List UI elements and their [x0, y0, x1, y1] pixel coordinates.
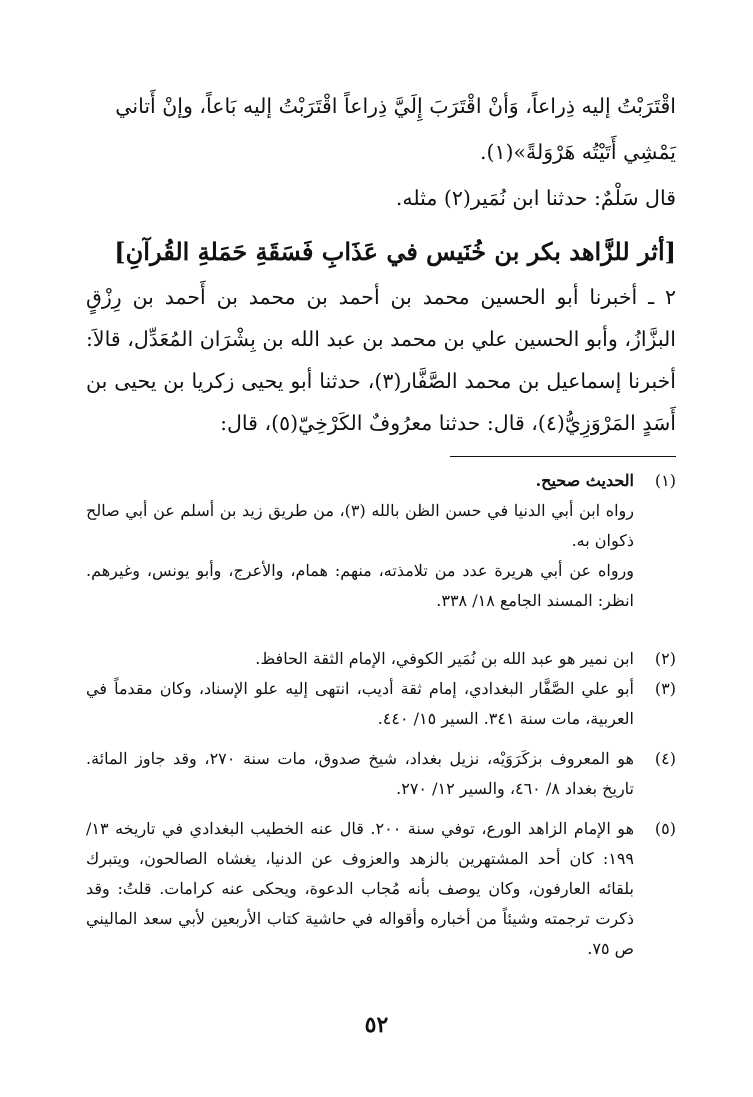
footnote-text: ورواه عن أبي هريرة عدد من تلامذته، منهم: همام، والأعرج، وأبو يونس، وغيرهم. انظر: المسند الجامع ١٨/ ٣٣٨. [86, 561, 634, 610]
footnote-text: رواه ابن أبي الدنيا في حسن الظن بالله (٣)، من طريق زيد بن أسلم عن أبي صالح ذكوان به. [86, 501, 634, 550]
footnote-5 [86, 814, 676, 964]
footnote-separator [450, 456, 676, 457]
main-text-line-1: اقْتَرَبْتُ إليه ذِراعاً، وَأنْ اقْتَرَبَ إِلَيَّ ذِراعاً اقْتَرَبْتُ إليه بَاعاً، وإنْ أَتاني [115, 94, 676, 118]
main-text-line-3: قال سَلْمٌ: حدثنا ابن نُمَير(٢) مثله. [395, 186, 676, 210]
footnote-text: هو الإمام الزاهد الورع، توفي سنة ٢٠٠. قال عنه الخطيب البغدادي في تاريخه ١٣/ ١٩٩: كان أحد المشتهرين بالزهد والعزوف عن الدنيا، يغشاه الصالحون، ويتبرك بلقائه العارفون، وكان يوصف بأنه مُجاب الدعوة، ويحكى عنه كرامات. قلتُ: وقد ذكرت ترجمته وشيئاً من أخباره وأقواله في حاشية كتاب الأربعين لأبي سعد الماليني ص ٧٥. [86, 819, 635, 958]
section-heading: [أثر للزَّاهد بكر بن خُنَيس في عَذَابِ فَسَقَةِ حَمَلةِ القُرآنِ] [114, 237, 676, 266]
footnote-number: (٥) [654, 819, 676, 838]
footnote-2 [86, 644, 676, 674]
footnote-text: أبو علي الصَّفَّار البغدادي، إمام ثقة أديب، انتهى إليه علو الإسناد، وكان مقدماً في العربية، مات سنة ٣٤١. السير ١٥/ ٤٤٠. [86, 679, 634, 728]
footnote-number: (٤) [654, 749, 676, 768]
footnote-number: (٢) [654, 649, 676, 668]
footnote-4 [86, 744, 676, 804]
footnote-3 [86, 674, 676, 734]
page-number: ٥٢ [364, 1012, 389, 1038]
footnote-text: هو المعروف بزكَرَوَيْه، نزيل بغداد، شيخ صدوق، مات سنة ٢٧٠، وقد جاوز المائة. تاريخ بغداد ٨/ ٤٦٠، والسير ١٢/ ٢٧٠. [86, 749, 634, 798]
footnote-number: (١) [654, 471, 676, 490]
footnote-text: ابن نمير هو عبد الله بن نُمَير الكوفي، الإمام الثقة الحافظ. [255, 649, 634, 668]
footnote-1 [86, 466, 676, 616]
main-text-line-2: يَمْشِي أَتَيْتُه هَرْوَلةً»(١). [479, 140, 676, 164]
footnote-title: الحديث صحيح. [535, 471, 634, 490]
main-paragraph: ٢ ـ أخبرنا أبو الحسين محمد بن أحمد بن محمد بن أَحمد بن رِزْقٍ البزَّازُ، وأبو الحسين علي بن محمد بن عبد الله بن بِشْرَان المُعَدِّل، قالاَ: أخبرنا إسماعيل بن محمد الصَّفَّار(٣)، حدثنا أبو يحيى زكريا بن يحيى بن أَسَدٍ المَرْوَزِيُّ(٤)، قال: حدثنا معرُوفٌ الكَرْخِيّ(٥)، قال: [86, 285, 676, 435]
footnote-number: (٣) [654, 679, 676, 698]
